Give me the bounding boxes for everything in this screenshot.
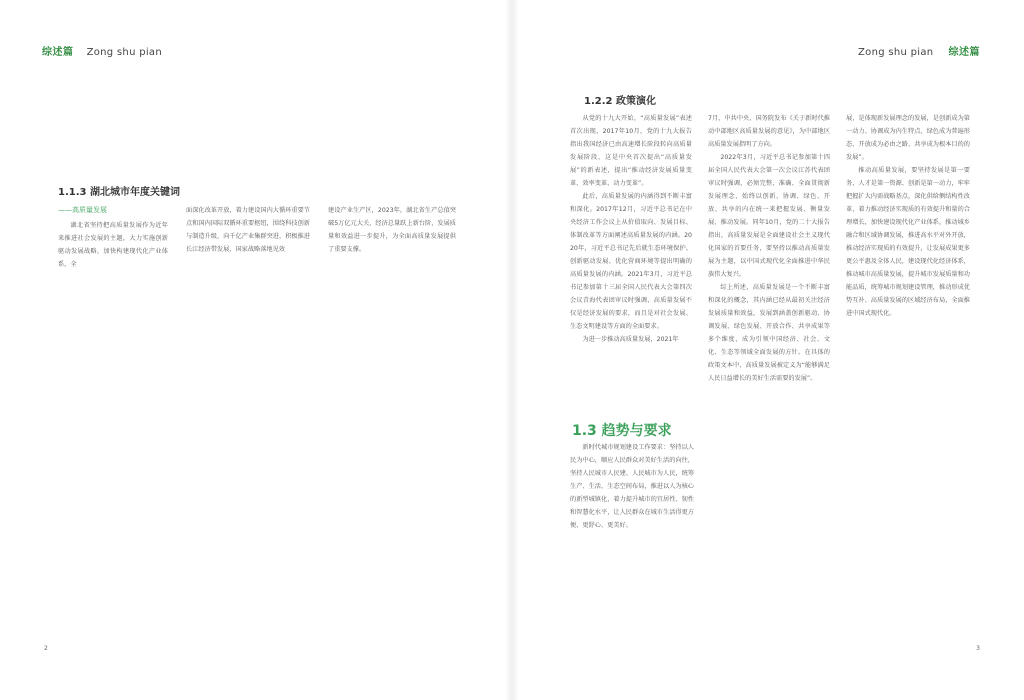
paragraph: 推动高质量发展，要坚持发展是第一要务、人才是第一资源、创新是第一动力，牢牢把握扩大内需战略基点，深化供给侧结构性改革，着力推动经济实现质的有效提升和量的合理增长，加快建设现代化产业体系，推动城乡融合和区域协调发展，推进高水平对外开放，推动经济实现质的有效提升，让发展成果更多更公平惠及全体人民，建设现代化经济体系，推动城市高质量发展，提升城市发展质量和功能品质，统筹城市规划建设管理，推动形成优势互补、高质量发展的区域经济布局，全面推进中国式现代化。 (846, 167, 970, 317)
page-number-right: 3 (976, 645, 980, 652)
paragraph: 综上所述，高质量发展是一个不断丰富和深化的概念，其内涵已经从最初关注经济发展质量和效益，发展到涵盖创新驱动、协调发展、绿色发展、开放合作、共享成果等多个维度，成为引领中国经济、社会、文化、生态等领域全面发展的方针。在具体的政策文本中，高质量发展被定义为“能够满足人民日益增长的美好生活需要的发展”。 (708, 284, 830, 382)
header-section-en: Zong shu pian (86, 47, 162, 58)
left-column-2 (186, 204, 310, 256)
right-column-3 (846, 112, 970, 320)
page-header-right (858, 40, 980, 59)
paragraph: 7月，中共中央、国务院发布《关于新时代推动中部地区高质量发展的意见》，为中部地区高质量发展指明了方向。 (708, 115, 830, 148)
paragraph: 为进一步推动高质量发展，2021年 (582, 336, 679, 343)
section-title-113: 1.1.3 湖北城市年度关键词 (58, 187, 180, 198)
header-section-cn: 综述篇 (42, 47, 74, 58)
paragraph: 面深化改革开放，着力建设国内大循环重要节点和国内国际双循环重要枢纽，围绕科技创新与制造升级，向千亿产业集群突进，积极推进长江经济带发展，国家战略落地见效 (186, 207, 310, 253)
trends-column (570, 441, 694, 532)
paragraph: 建设产业生产区，2023年，湖北省生产总值突破5万亿元大关，经济总量跃上新台阶，发展质量和效益进一步提升，为全面高质量发展提供了重要支撑。 (328, 207, 456, 253)
paragraph: 新时代城市规划建设工作要求：坚持以人民为中心，顺应人民群众对美好生活的向往，坚持人民城市人民建、人民城市为人民，统筹生产、生活、生态空间布局，推进以人为核心的新型城镇化，着力提升城市的宜居性、韧性和智慧化水平，让人民群众在城市生活得更方便、更舒心、更美好。 (570, 444, 694, 529)
right-column-1 (570, 112, 692, 346)
left-column-3 (328, 204, 456, 256)
paragraph: 展，是体现新发展理念的发展，是创新成为第一动力、协调成为内生特点、绿色成为普遍形态、开放成为必由之路、共享成为根本目的的发展”。 (846, 115, 970, 161)
paragraph: 湖北省坚持把高质量发展作为近年来推进社会发展的主题，大力实施创新驱动发展战略，加快构建现代化产业体系，全 (58, 222, 168, 268)
page-number-left: 2 (44, 645, 48, 652)
header-section-en: Zong shu pian (858, 47, 934, 58)
right-column-2 (708, 112, 830, 385)
left-column-1 (58, 204, 168, 271)
paragraph: 2022年3月，习近平总书记参加第十四届全国人民代表大会第一次会议江苏代表团审议时强调，必须完整、准确、全面贯彻新发展理念，始终以创新、协调、绿色、开放、共享的内在统一来把握发展、衡量发展、推动发展。同年10月，党的二十大报告指出，高质量发展是全面建设社会主义现代化国家的首要任务，要坚持以推动高质量发展为主题，以中国式现代化全面推进中华民族伟大复兴。 (708, 154, 830, 278)
paragraph: 从党的十九大开始，“高质量发展”表述首次出现，2017年10月，党的十九大报告指出我国经济已由高速增长阶段转向高质量发展阶段，这是中央首次提出“高质量发展”的新表述，提出“推动经济发展质量变革、效率变革、动力变革”。 (570, 115, 692, 187)
page-header-left (42, 40, 162, 59)
header-section-cn: 综述篇 (948, 47, 980, 58)
right-page (512, 0, 1024, 700)
book-gutter (505, 0, 519, 700)
section-title-13: 1.3 趋势与要求 (572, 423, 672, 439)
section-title-122: 1.2.2 政策演化 (584, 96, 656, 107)
paragraph: 此后，高质量发展的内涵得到不断丰富和深化。2017年12月，习近平总书记在中央经济工作会议上从价值取向、发展目标、体制改革等方面阐述高质量发展的内涵。2020年，习近平总书记先后就生态环境保护、创新驱动发展、优化营商环境等提出明确的高质量发展的内涵。2021年3月，习近平总书记参加第十三届全国人民代表大会第四次会议青海代表团审议时强调，高质量发展不仅是经济发展的要求，而且是对社会发展、生态文明建设等方面的全面要求。 (570, 193, 692, 330)
subhead-quality: ——高质量发展 (58, 206, 107, 214)
